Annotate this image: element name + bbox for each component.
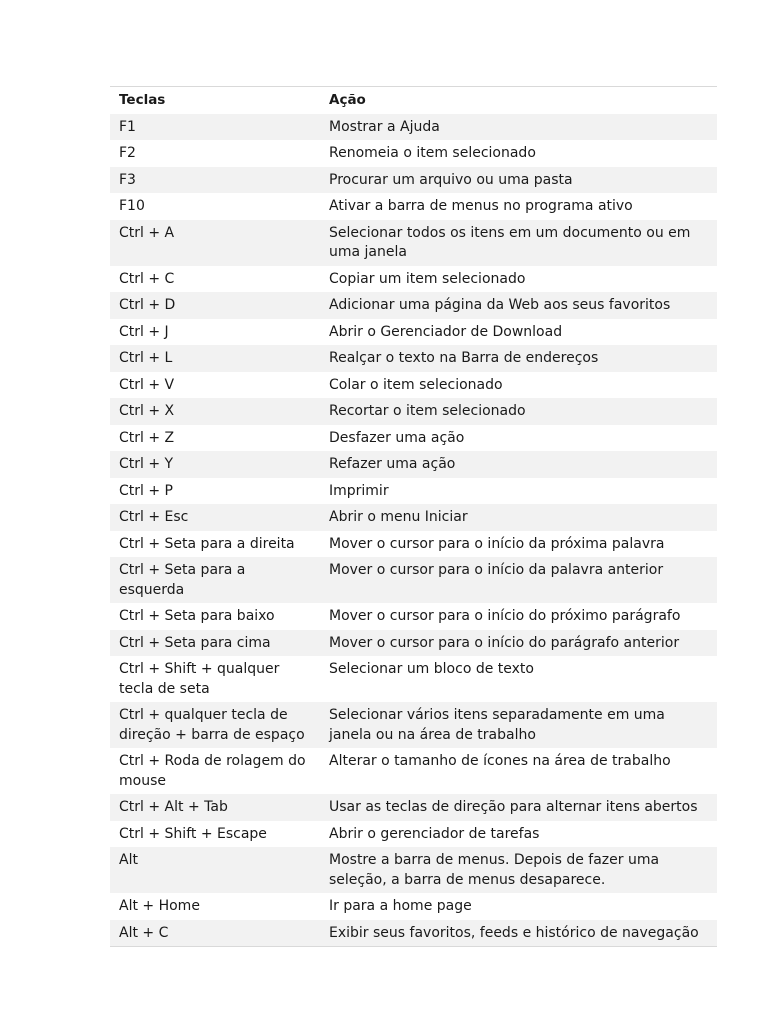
- shortcut-action: Mover o cursor para o início do próximo parágrafo: [329, 608, 681, 624]
- table-row: [110, 398, 717, 425]
- header-action: Ação: [329, 92, 366, 108]
- table-row: [110, 140, 717, 167]
- shortcut-action: Selecionar todos os itens em um documento ou em uma janela: [329, 224, 691, 260]
- shortcut-action: Renomeia o item selecionado: [329, 145, 536, 161]
- table-row: [110, 656, 717, 702]
- table-row: [110, 821, 717, 848]
- shortcut-keys: Alt + Home: [119, 898, 200, 914]
- shortcut-action: Mover o cursor para o início do parágrafo anterior: [329, 634, 680, 651]
- header-keys: Teclas: [119, 92, 166, 108]
- shortcut-keys: Ctrl + D: [119, 297, 176, 313]
- shortcut-action: Abrir o Gerenciador de Download: [329, 323, 563, 340]
- shortcut-action: Abrir o menu Iniciar: [329, 509, 468, 525]
- table-row: [110, 748, 717, 794]
- table-row: [110, 193, 717, 220]
- shortcut-action: Realçar o texto na Barra de endereços: [329, 350, 599, 366]
- table-row: [110, 893, 717, 920]
- shortcut-keys: Ctrl + Shift + qualquer tecla de seta: [119, 661, 280, 697]
- shortcut-keys: Ctrl + X: [119, 403, 175, 419]
- table-row: [110, 478, 717, 505]
- shortcut-keys: F3: [119, 171, 136, 188]
- table-row: [110, 220, 717, 266]
- shortcut-keys: Ctrl + Esc: [119, 509, 189, 525]
- shortcut-keys: Ctrl + Seta para a esquerda: [119, 562, 246, 598]
- table-row: [110, 920, 717, 947]
- shortcut-action: Selecionar um bloco de texto: [329, 661, 534, 677]
- table-row: [110, 451, 717, 478]
- shortcut-keys: Alt: [119, 852, 138, 868]
- shortcut-keys: Ctrl + A: [119, 224, 175, 241]
- shortcut-keys: Ctrl + C: [119, 270, 175, 287]
- table-row: [110, 425, 717, 452]
- shortcut-action: Alterar o tamanho de ícones na área de trabalho: [329, 753, 671, 769]
- shortcut-action: Mover o cursor para o início da próxima palavra: [329, 535, 665, 552]
- table-row: [110, 372, 717, 399]
- shortcut-keys: Ctrl + L: [119, 350, 173, 366]
- table-row: [110, 603, 717, 630]
- table-row: [110, 630, 717, 657]
- shortcut-action: Usar as teclas de direção para alternar itens abertos: [329, 799, 698, 815]
- shortcut-keys: Ctrl + Z: [119, 429, 175, 446]
- shortcut-action: Selecionar vários itens separadamente em uma janela ou na área de trabalho: [329, 707, 665, 743]
- shortcut-action: Mostrar a Ajuda: [329, 118, 440, 135]
- shortcut-keys: Ctrl + Seta para a direita: [119, 535, 295, 552]
- table-row: [110, 847, 717, 893]
- shortcut-keys: Ctrl + Shift + Escape: [119, 825, 267, 842]
- table-row: [110, 557, 717, 603]
- table-row: [110, 319, 717, 346]
- shortcut-keys: Ctrl + P: [119, 482, 173, 499]
- shortcut-action: Abrir o gerenciador de tarefas: [329, 825, 540, 842]
- shortcut-action: Ativar a barra de menus no programa ativo: [329, 198, 633, 214]
- shortcut-action: Mover o cursor para o início da palavra anterior: [329, 562, 664, 578]
- shortcut-keys: Ctrl + V: [119, 376, 175, 393]
- table-row: [110, 794, 717, 821]
- shortcut-keys: Ctrl + qualquer tecla de direção + barra de espaço: [119, 707, 305, 743]
- shortcut-action: Procurar um arquivo ou uma pasta: [329, 171, 573, 188]
- table-header-row: [110, 87, 717, 114]
- table-row: [110, 504, 717, 531]
- table-row: [110, 114, 717, 141]
- shortcut-action: Imprimir: [329, 482, 389, 499]
- shortcut-keys: F1: [119, 118, 136, 135]
- shortcut-action: Recortar o item selecionado: [329, 403, 526, 419]
- shortcut-action: Exibir seus favoritos, feeds e histórico de navegação: [329, 924, 699, 941]
- shortcut-keys: Ctrl + Seta para baixo: [119, 608, 275, 624]
- table-row: [110, 345, 717, 372]
- shortcut-keys: Alt + C: [119, 924, 169, 941]
- shortcut-keys: F2: [119, 145, 136, 161]
- shortcut-keys: Ctrl + Seta para cima: [119, 634, 271, 651]
- shortcuts-table: [110, 86, 717, 947]
- shortcut-action: Refazer uma ação: [329, 456, 456, 472]
- table-body: [110, 114, 717, 947]
- table-row: [110, 702, 717, 748]
- shortcut-keys: Ctrl + J: [119, 323, 169, 340]
- shortcut-keys: Ctrl + Roda de rolagem do mouse: [119, 753, 306, 789]
- shortcut-action: Adicionar uma página da Web aos seus favoritos: [329, 297, 671, 313]
- table-row: [110, 531, 717, 558]
- shortcut-action: Desfazer uma ação: [329, 429, 465, 446]
- table-row: [110, 266, 717, 293]
- shortcut-action: Mostre a barra de menus. Depois de fazer uma seleção, a barra de menus desaparece.: [329, 852, 660, 888]
- table-row: [110, 167, 717, 194]
- table-row: [110, 292, 717, 319]
- shortcut-action: Copiar um item selecionado: [329, 270, 526, 287]
- shortcut-keys: F10: [119, 198, 145, 214]
- shortcut-action: Ir para a home page: [329, 898, 472, 914]
- shortcut-keys: Ctrl + Alt + Tab: [119, 799, 228, 815]
- shortcut-keys: Ctrl + Y: [119, 456, 174, 472]
- shortcut-action: Colar o item selecionado: [329, 376, 503, 393]
